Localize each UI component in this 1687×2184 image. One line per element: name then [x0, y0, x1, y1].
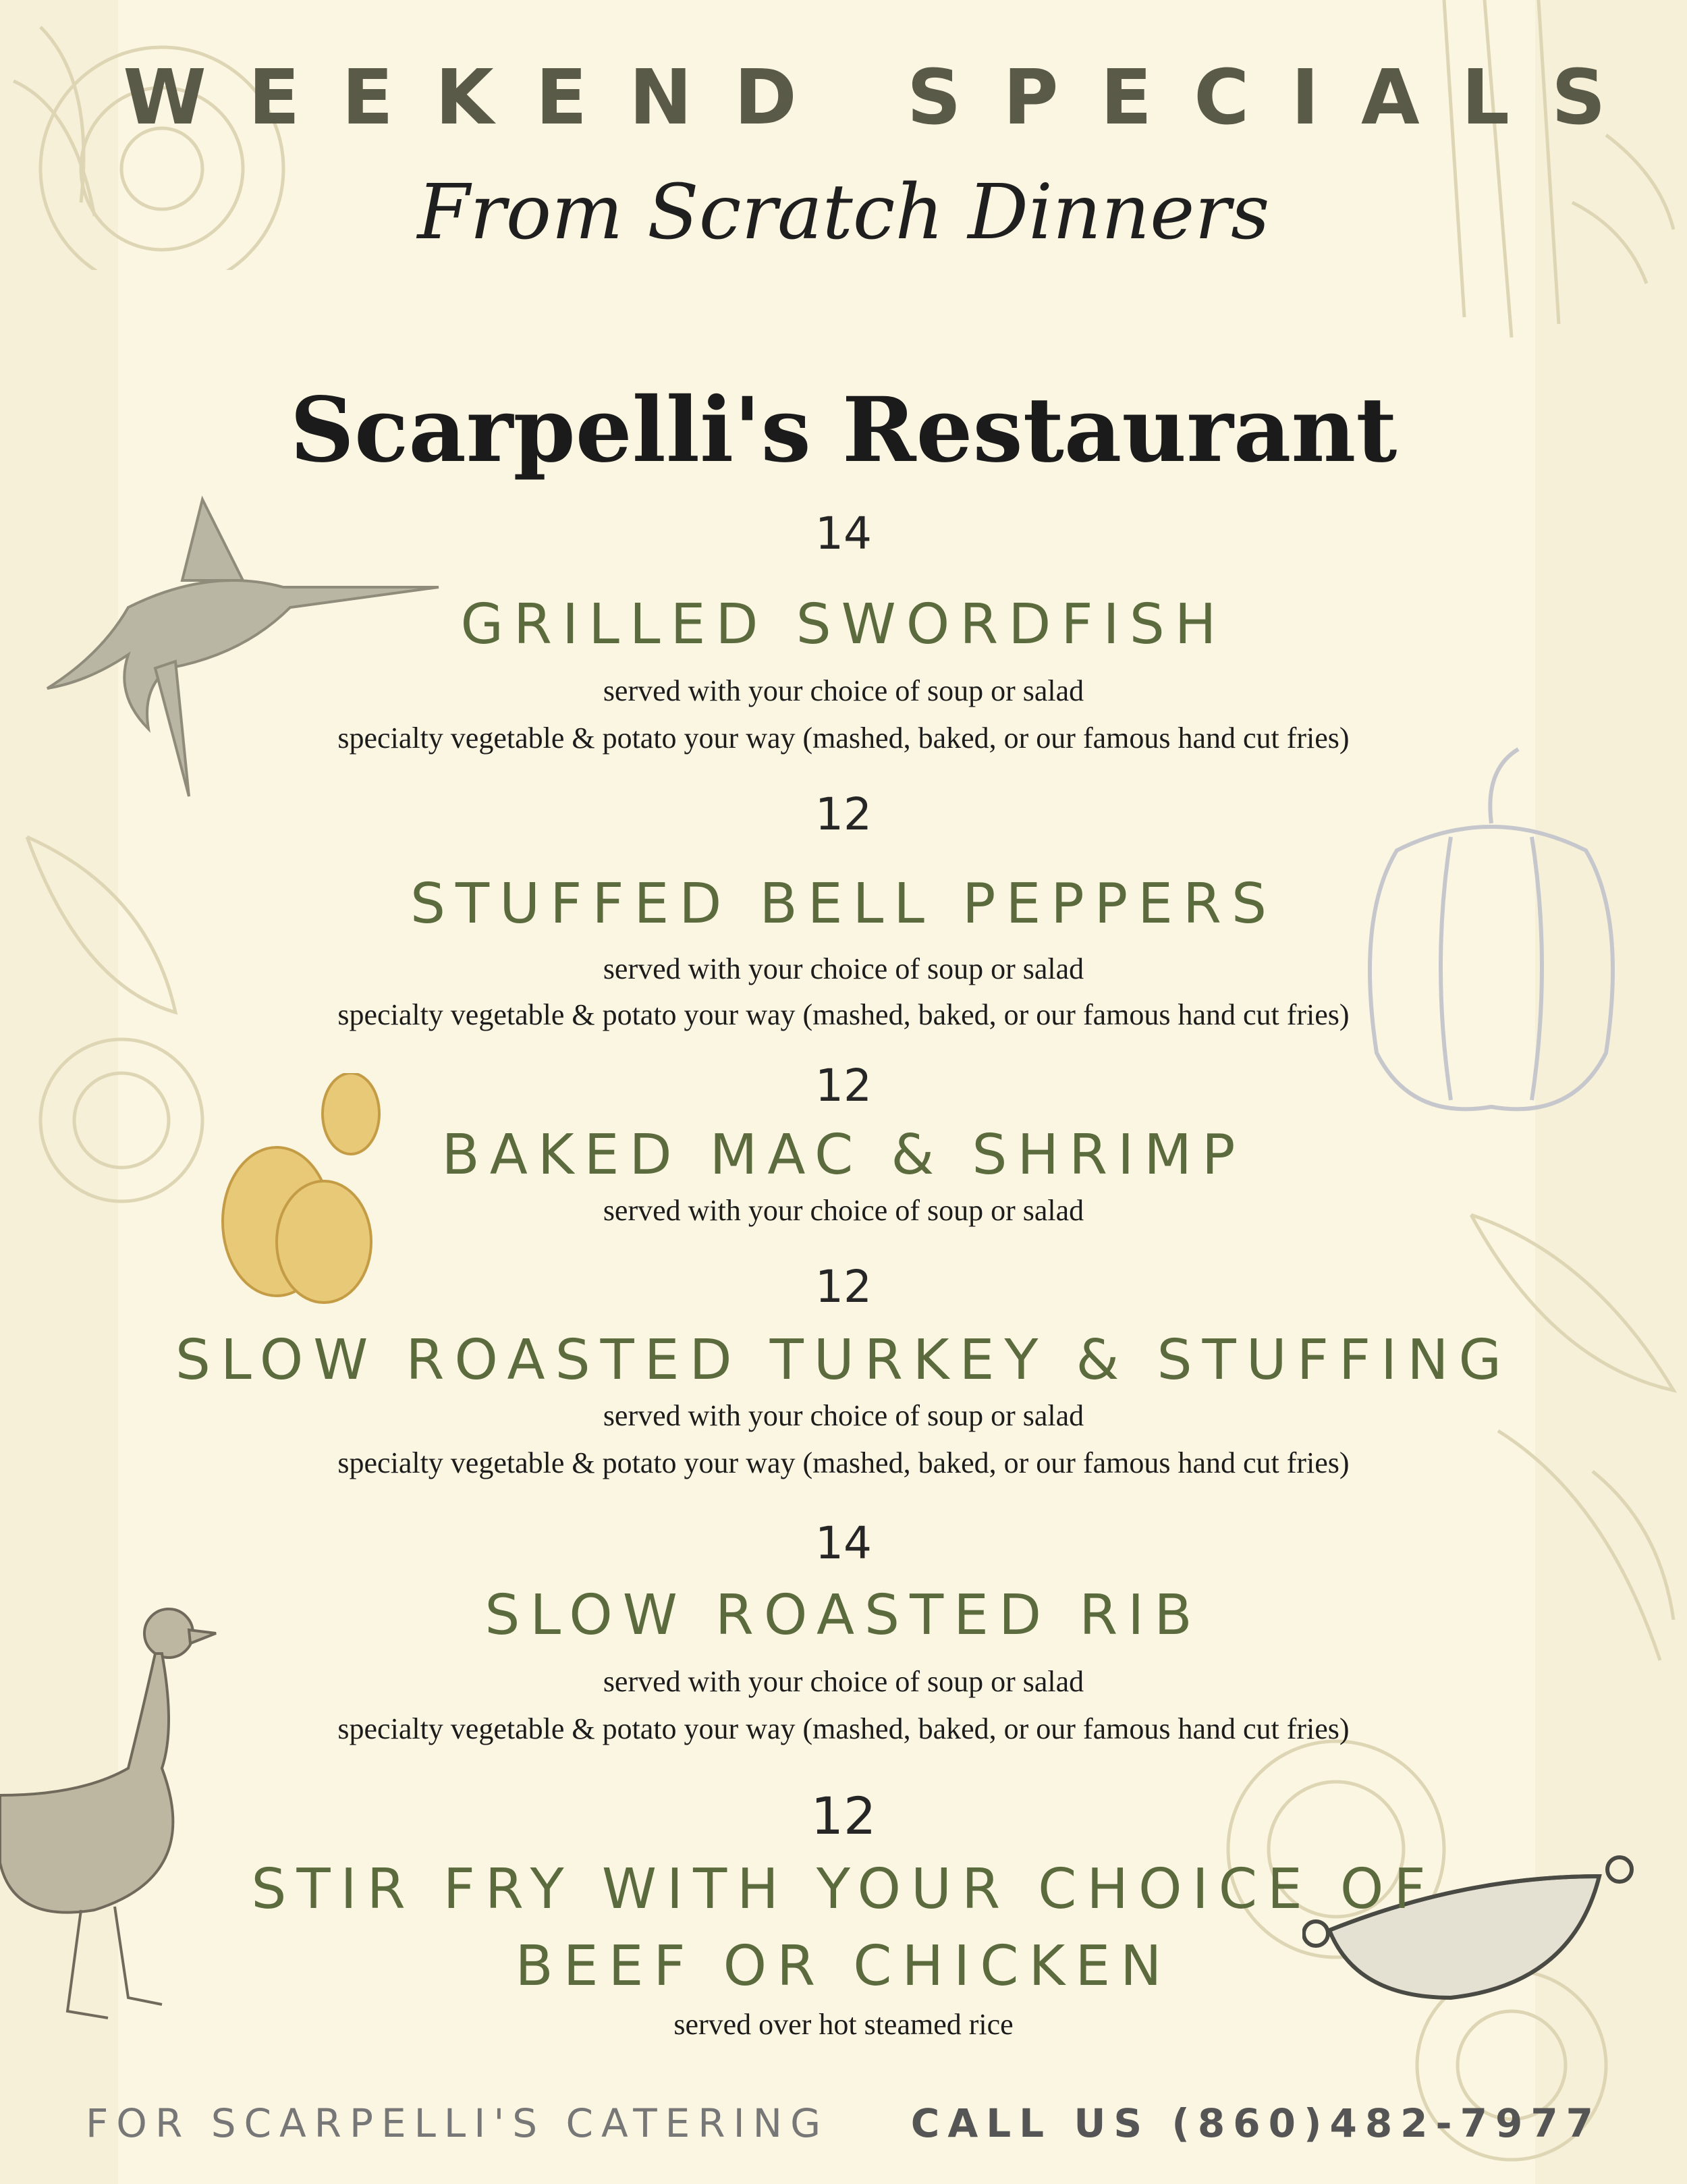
menu-item-description: specialty vegetable & potato your way (mashed, baked, or our famous hand cut fries)	[337, 1712, 1350, 1745]
menu-item-name: STUFFED BELL PEPPERS	[410, 872, 1277, 936]
subtitle: From Scratch Dinners	[417, 169, 1270, 256]
menu-item-price: 14	[815, 1517, 872, 1569]
menu-item-description: served with your choice of soup or salad	[603, 1665, 1084, 1698]
menu-item-name: BEEF OR CHICKEN	[515, 1934, 1172, 1998]
menu-item-price: 12	[810, 1786, 877, 1846]
menu-item-description: served with your choice of soup or salad	[603, 1194, 1084, 1227]
catering-text: FOR SCARPELLI'S CATERING	[85, 2100, 829, 2146]
menu-item-price: 12	[815, 1261, 872, 1313]
menu-item-description: specialty vegetable & potato your way (mashed, baked, or our famous hand cut fries)	[337, 998, 1350, 1031]
page-title: WEEKEND SPECIALS	[123, 54, 1648, 142]
menu-item-description: specialty vegetable & potato your way (mashed, baked, or our famous hand cut fries)	[337, 1446, 1350, 1479]
menu-item-name: SLOW ROASTED TURKEY & STUFFING	[175, 1328, 1512, 1392]
menu-item-description: served with your choice of soup or salad	[603, 952, 1084, 985]
menu-item-name: STIR FRY WITH YOUR CHOICE OF	[251, 1857, 1436, 1921]
menu-item-name: GRILLED SWORDFISH	[460, 593, 1227, 657]
menu-item-price: 12	[815, 788, 872, 840]
menu-item-description: served with your choice of soup or salad	[603, 674, 1084, 707]
menu-item-name: SLOW ROASTED RIB	[485, 1583, 1202, 1647]
menu-item-name: BAKED MAC & SHRIMP	[441, 1123, 1246, 1187]
phone-link[interactable]: CALL US (860)482-7977	[910, 2100, 1602, 2146]
footer	[0, 2100, 1687, 2146]
menu-item-description: served over hot steamed rice	[673, 2008, 1014, 2041]
menu-item-price: 12	[815, 1060, 872, 1112]
restaurant-name: Scarpelli's Restaurant	[289, 378, 1398, 483]
menu-item-price: 14	[815, 508, 872, 559]
menu-item-description: specialty vegetable & potato your way (mashed, baked, or our famous hand cut fries)	[337, 721, 1350, 755]
menu-item-description: served with your choice of soup or salad	[603, 1399, 1084, 1432]
